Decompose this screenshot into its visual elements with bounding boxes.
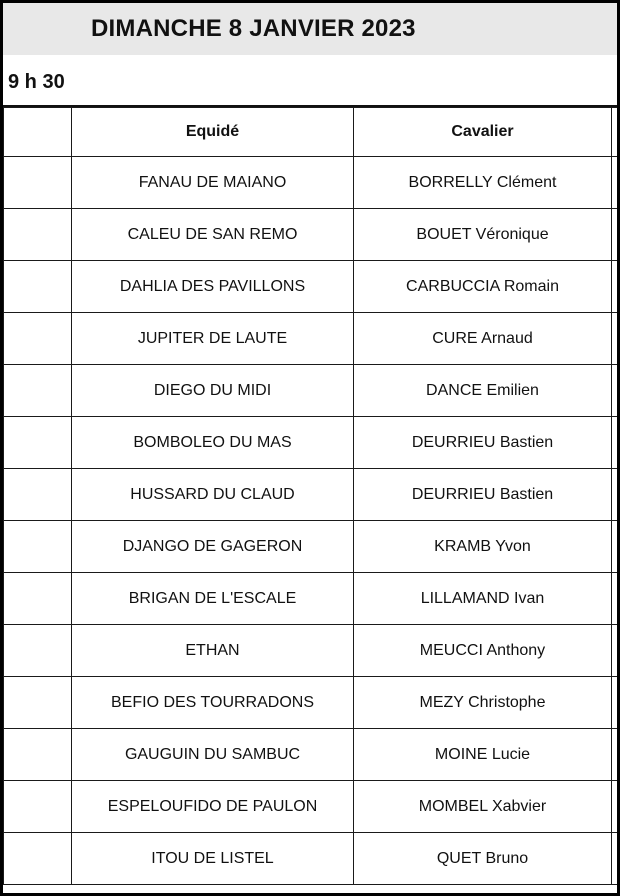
session-time: 9 h 30 [8,71,65,93]
row-number-cell [4,157,72,209]
column-header-extra [612,108,618,157]
page-title: DIMANCHE 8 JANVIER 2023 [91,15,416,42]
table-row [4,833,618,885]
header-band [3,3,617,55]
entries-table [3,107,617,885]
horse-name-cell: DJANGO DE GAGERON [72,521,354,573]
table-row [4,157,618,209]
table-row [4,521,618,573]
horse-name-cell: DIEGO DU MIDI [72,365,354,417]
horse-name-cell: BRIGAN DE L'ESCALE [72,573,354,625]
table-row [4,677,618,729]
extra-cell [612,157,618,209]
table-row [4,469,618,521]
rider-name-cell: CARBUCCIA Romain [354,261,612,313]
column-header-horse: Equidé [72,108,354,157]
rider-name-cell: CURE Arnaud [354,313,612,365]
row-number-cell [4,833,72,885]
extra-cell [612,261,618,313]
extra-cell [612,677,618,729]
extra-cell [612,729,618,781]
extra-cell [612,625,618,677]
extra-cell [612,833,618,885]
table-row [4,729,618,781]
extra-cell [612,573,618,625]
horse-name-cell: JUPITER DE LAUTE [72,313,354,365]
horse-name-cell: CALEU DE SAN REMO [72,209,354,261]
table-row [4,313,618,365]
table-row [4,573,618,625]
document-page [3,3,617,893]
rider-name-cell: BOUET Véronique [354,209,612,261]
rider-name-cell: MEUCCI Anthony [354,625,612,677]
rider-name-cell: QUET Bruno [354,833,612,885]
extra-cell [612,365,618,417]
rider-name-cell: KRAMB Yvon [354,521,612,573]
table-row [4,365,618,417]
table-row [4,417,618,469]
extra-cell [612,209,618,261]
row-number-cell [4,677,72,729]
table-row [4,261,618,313]
horse-name-cell: BOMBOLEO DU MAS [72,417,354,469]
table-header-row [4,108,618,157]
column-header-number [4,108,72,157]
rider-name-cell: MOMBEL Xabvier [354,781,612,833]
row-number-cell [4,209,72,261]
row-number-cell [4,521,72,573]
row-number-cell [4,573,72,625]
horse-name-cell: GAUGUIN DU SAMBUC [72,729,354,781]
column-header-rider: Cavalier [354,108,612,157]
rider-name-cell: DANCE Emilien [354,365,612,417]
row-number-cell [4,781,72,833]
horse-name-cell: ITOU DE LISTEL [72,833,354,885]
horse-name-cell: ESPELOUFIDO DE PAULON [72,781,354,833]
row-number-cell [4,729,72,781]
row-number-cell [4,469,72,521]
table-row [4,781,618,833]
extra-cell [612,417,618,469]
row-number-cell [4,313,72,365]
table-row [4,625,618,677]
row-number-cell [4,625,72,677]
horse-name-cell: BEFIO DES TOURRADONS [72,677,354,729]
rider-name-cell: MOINE Lucie [354,729,612,781]
row-number-cell [4,417,72,469]
extra-cell [612,469,618,521]
horse-name-cell: DAHLIA DES PAVILLONS [72,261,354,313]
rider-name-cell: LILLAMAND Ivan [354,573,612,625]
row-number-cell [4,261,72,313]
extra-cell [612,521,618,573]
horse-name-cell: HUSSARD DU CLAUD [72,469,354,521]
rider-name-cell: BORRELLY Clément [354,157,612,209]
rider-name-cell: MEZY Christophe [354,677,612,729]
horse-name-cell: ETHAN [72,625,354,677]
extra-cell [612,781,618,833]
row-number-cell [4,365,72,417]
horse-name-cell: FANAU DE MAIANO [72,157,354,209]
table-row [4,209,618,261]
rider-name-cell: DEURRIEU Bastien [354,469,612,521]
rider-name-cell: DEURRIEU Bastien [354,417,612,469]
extra-cell [612,313,618,365]
